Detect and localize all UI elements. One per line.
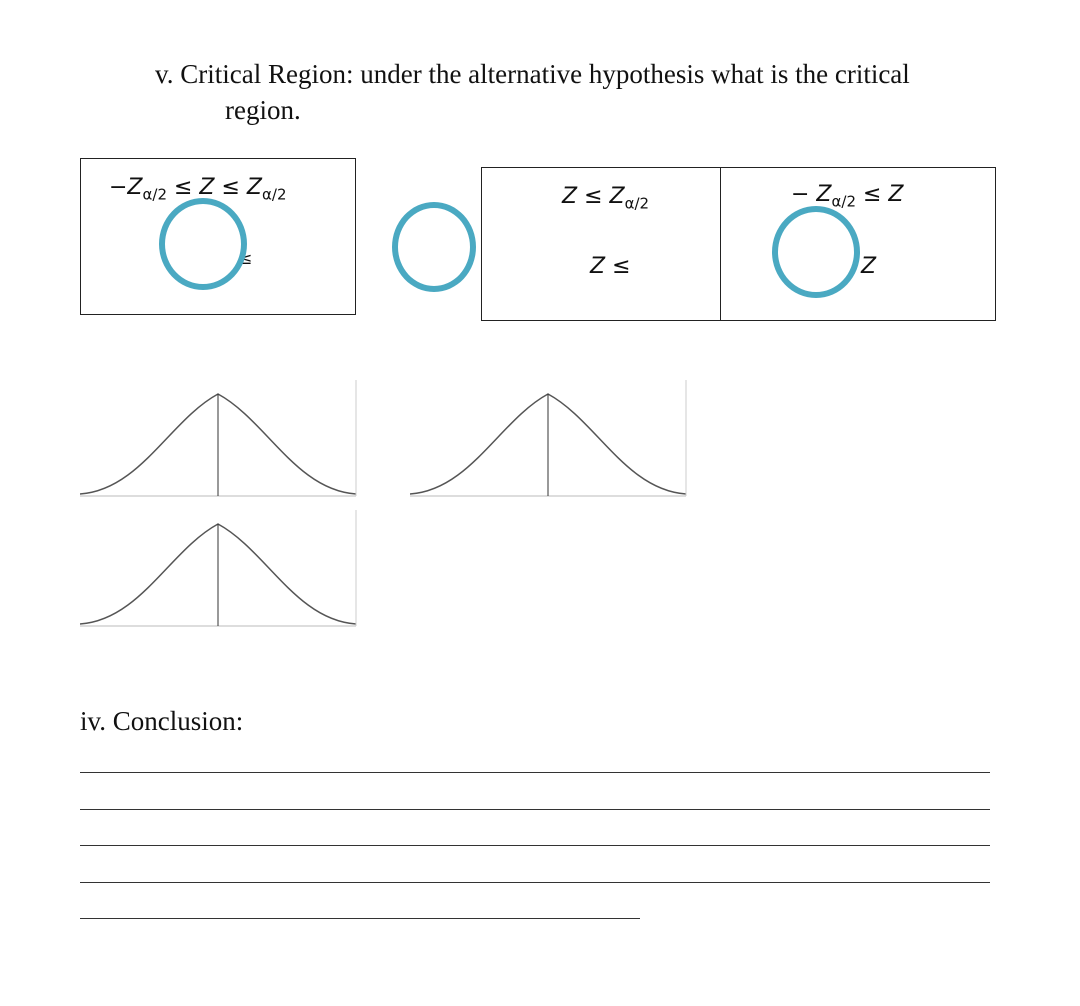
answer-line-1[interactable] <box>80 772 990 773</box>
radio-circle-right-tailed[interactable] <box>772 206 860 298</box>
critical-region-question <box>155 56 975 128</box>
normal-curve-2 <box>410 380 690 500</box>
normal-curve-1 <box>80 380 360 500</box>
question-v-line1: v. Critical Region: under the alternative hypothesis what is the critical <box>155 59 910 89</box>
question-v-line2: region. <box>225 95 301 125</box>
answer-line-3[interactable] <box>80 845 990 846</box>
right-tailed-second-line: Z <box>861 254 877 279</box>
left-tailed-second-line: Z ≤ <box>590 254 631 279</box>
conclusion-label: iv. Conclusion: <box>80 706 244 736</box>
answer-line-5[interactable] <box>80 918 640 919</box>
two-tailed-second-line: ≤ <box>239 249 253 268</box>
two-tailed-expression: $-Z_{\alpha/2} \le Z \le Z_{\alpha/2}$ <box>109 175 287 204</box>
normal-curve-3 <box>80 510 360 630</box>
option-left-tailed-box <box>481 167 722 321</box>
left-tailed-expression: $Z \le Z_{\alpha/2}$ <box>562 184 650 213</box>
answer-line-4[interactable] <box>80 882 990 883</box>
radio-circle-left-tailed[interactable] <box>392 202 476 292</box>
answer-line-2[interactable] <box>80 809 990 810</box>
radio-circle-two-tailed[interactable] <box>159 198 247 290</box>
right-tailed-expression: − $Z_{\alpha/2} \le Z$ <box>791 182 904 211</box>
